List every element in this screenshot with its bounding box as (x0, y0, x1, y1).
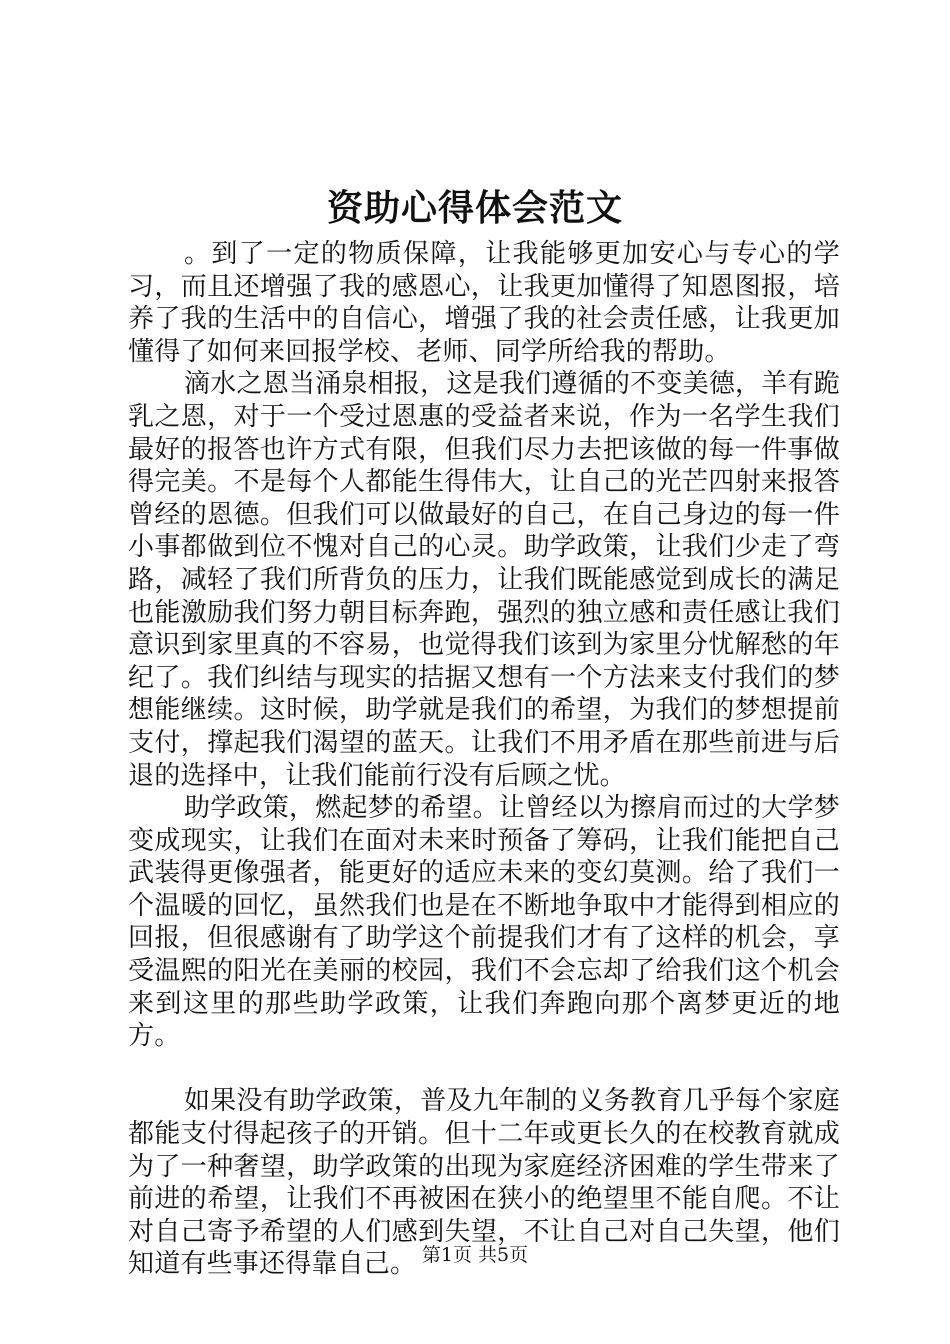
paragraph-1: 。到了一定的物质保障，让我能够更加安心与专心的学习，而且还增强了我的感恩心，让我更加懂得了知恩图报，培养了我的生活中的自信心，增强了我的社会责任感，让我更加懂得了如何来回报学校、老师、同学所给我的帮助。 (128, 239, 840, 367)
document-title: 资助心得体会范文 (326, 187, 623, 229)
paragraph-2: 滴水之恩当涌泉相报，这是我们遵循的不变美德，羊有跪乳之恩，对于一个受过恩惠的受益者来说，作为一名学生我们最好的报答也许方式有限，但我们尽力去把该做的每一件事做得完美。不是每个人都能生得伟大，让自己的光芒四射来报答曾经的恩德。但我们可以做最好的自己，在自己身边的每一件小事都做到位不愧对自己的心灵。助学政策，让我们少走了弯路，减轻了我们所背负的压力，让我们既能感觉到成长的满足也能激励我们努力朝目标奔跑，强烈的独立感和责任感让我们意识到家里真的不容易，也觉得我们该到为家里分忧解愁的年纪了。我们纠结与现实的拮据又想有一个方法来支付我们的梦想能继续。这时候，助学就是我们的希望，为我们的梦想提前支付，撑起我们渴望的蓝天。让我们不用矛盾在那些前进与后退的选择中，让我们能前行没有后顾之忧。 (128, 369, 840, 791)
document-body (128, 238, 840, 1281)
paragraph-3: 助学政策，燃起梦的希望。让曾经以为擦肩而过的大学梦变成现实，让我们在面对未来时预备了筹码，让我们能把自己武装得更像强者，能更好的适应未来的变幻莫测。给了我们一个温暖的回忆，虽然我们也是在不断地争取中才能得到相应的回报，但很感谢有了助学这个前提我们才有了这样的机会，享受温熙的阳光在美丽的校园，我们不会忘却了给我们这个机会来到这里的那些助学政策，让我们奔跑向那个离梦更近的地方。 (128, 793, 840, 1052)
paragraph-spacer (128, 1053, 840, 1086)
paragraph-4: 如果没有助学政策，普及九年制的义务教育几乎每个家庭都能支付得起孩子的开销。但十二年或更长久的在校教育就成为了一种奢望，助学政策的出现为家庭经济困难的学生带来了前进的希望，让我们不再被困在狭小的绝望里不能自爬。不让对自己寄予希望的人们感到失望，不让自己对自己失望，他们知道有些事还得靠自己。 (128, 1086, 840, 1280)
page-footer: 第1页 共5页 (421, 1244, 529, 1266)
